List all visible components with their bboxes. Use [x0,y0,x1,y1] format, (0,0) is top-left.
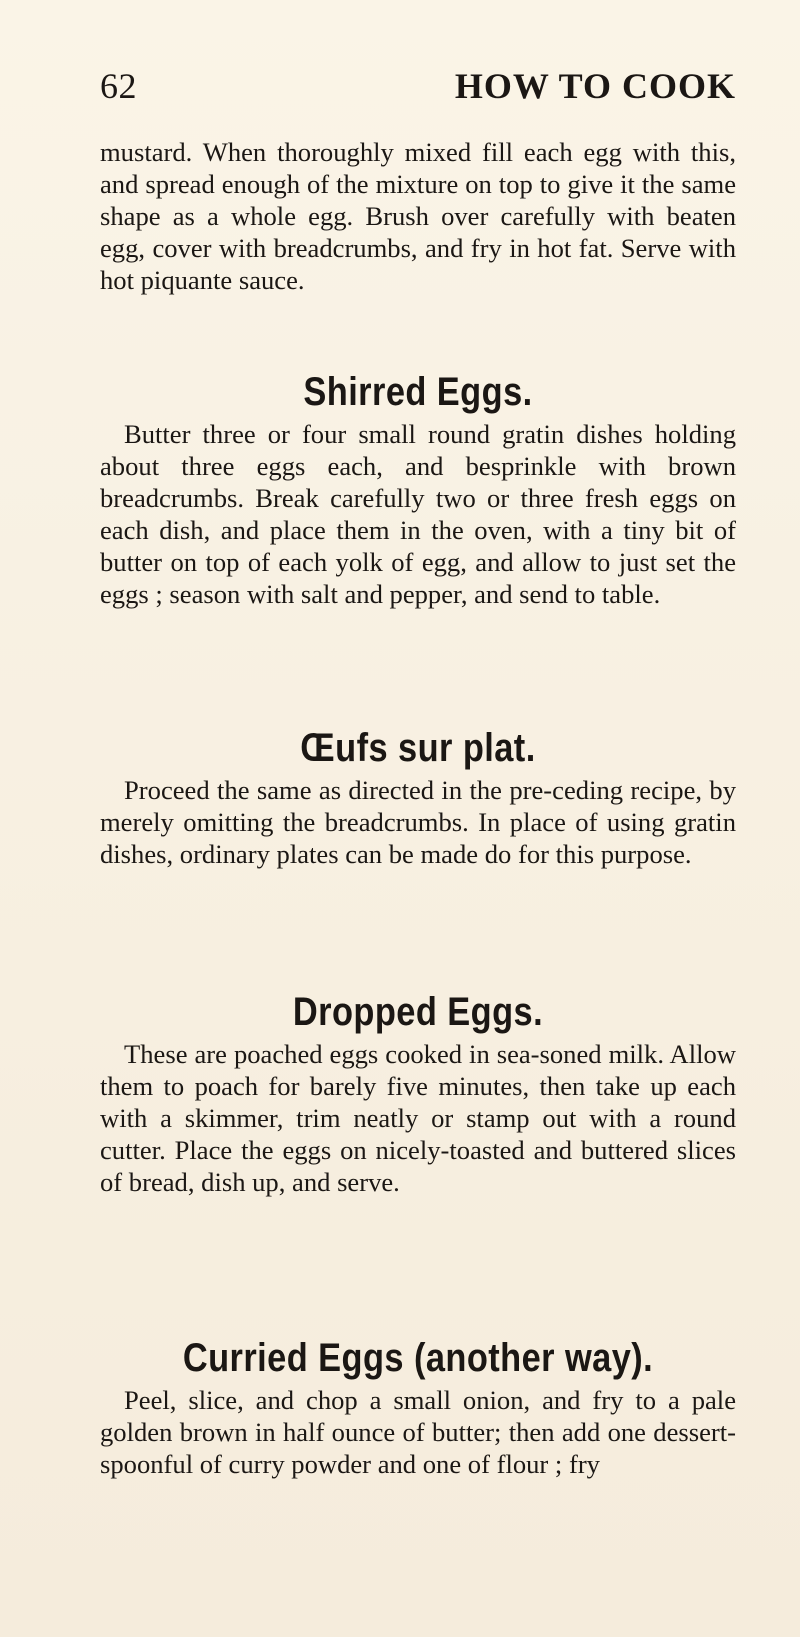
continued-recipe [100,136,736,296]
recipe-curried-eggs [100,1336,736,1480]
recipe-heading-shirred-eggs: Shirred Eggs. [303,370,533,414]
recipe-body-dropped-eggs: These are poached eggs cooked in sea-soned milk. Allow them to poach for barely five minutes, then take up each with a skimmer, trim neatly or stamp out with a round cutter. Place the eggs on nicely-toasted and buttered slices of bread, dish up, and serve. [100,1039,736,1197]
recipe-dropped-eggs [100,990,736,1198]
recipe-shirred-eggs [100,370,736,610]
running-head: HOW TO COOK [454,66,736,106]
recipe-body-oeufs-sur-plat: Proceed the same as directed in the pre-ceding recipe, by merely omitting the breadcrumbs. In place of using gratin dishes, ordinary plates can be made do for this purpose. [100,775,736,869]
recipe-heading-dropped-eggs: Dropped Eggs. [292,990,544,1034]
continued-paragraph: mustard. When thoroughly mixed fill each egg with this, and spread enough of the mixture on top to give it the same shape as a whole egg. Brush over carefully with beaten egg, cover with breadcrumbs, and fry in hot fat. Serve with hot piquante sauce. [100,137,736,295]
recipe-body-shirred-eggs: Butter three or four small round gratin dishes holding about three eggs each, and besprinkle with brown breadcrumbs. Break carefully two or three fresh eggs on each dish, and place them in the oven, with a tiny bit of butter on top of each yolk of egg, and allow to just set the eggs ; season with salt and pepper, and send to table. [100,419,736,609]
page-header [100,66,736,110]
recipe-heading-curried-eggs: Curried Eggs (another way). [182,1336,654,1380]
recipe-heading-oeufs-sur-plat: Œufs sur plat. [300,726,536,770]
recipe-oeufs-sur-plat [100,726,736,870]
recipe-body-curried-eggs: Peel, slice, and chop a small onion, and fry to a pale golden brown in half ounce of butter; then add one dessert-spoonful of curry powder and one of flour ; fry [100,1385,736,1479]
page-number: 62 [100,66,137,106]
